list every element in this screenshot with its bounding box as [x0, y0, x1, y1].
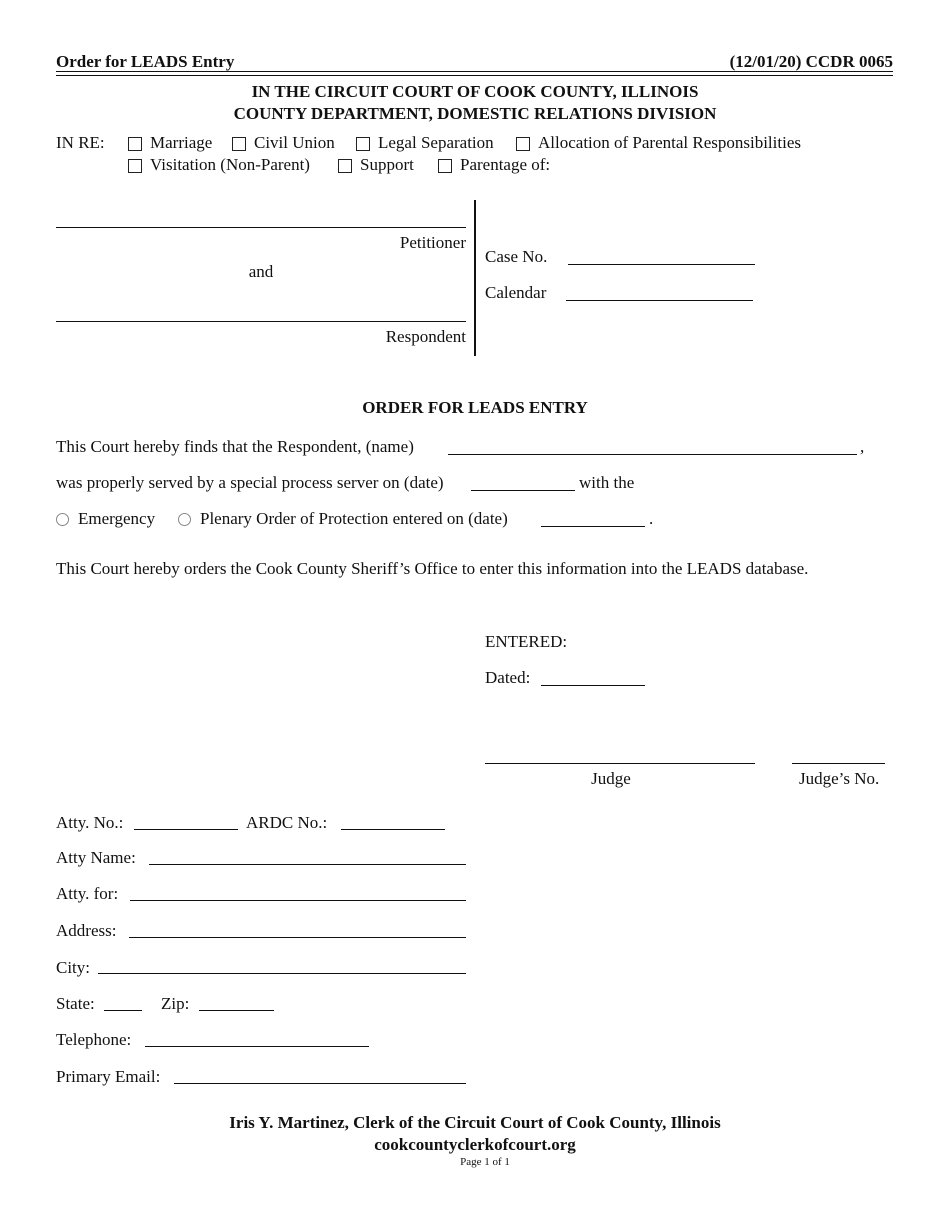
entered-label: ENTERED:: [485, 632, 568, 651]
dated-label: Dated:: [485, 668, 531, 687]
civil-union-checkbox[interactable]: [232, 137, 246, 151]
case-no-label: Case No.: [485, 247, 548, 266]
clerk-name: Iris Y. Martinez, Clerk of the Circuit Court of Cook County, Illinois: [229, 1113, 721, 1132]
judge-signature-line[interactable]: [485, 763, 755, 764]
telephone-field[interactable]: [145, 1046, 369, 1047]
support-label: Support: [360, 155, 414, 174]
atty-name-field[interactable]: [149, 864, 466, 865]
support-checkbox[interactable]: [338, 159, 352, 173]
visitation-label: Visitation (Non-Parent): [150, 155, 310, 174]
respondent-name-field[interactable]: [448, 454, 857, 455]
allocation-label: Allocation of Parental Responsibilities: [538, 133, 801, 152]
finds-comma: ,: [860, 437, 865, 456]
atty-name-label: Atty Name:: [56, 848, 136, 867]
case-no-field[interactable]: [568, 264, 755, 265]
city-field[interactable]: [98, 973, 466, 974]
visitation-checkbox[interactable]: [128, 159, 142, 173]
zip-label: Zip:: [161, 994, 190, 1013]
city-label: City:: [56, 958, 91, 977]
and-label: and: [248, 262, 274, 281]
orders-text: This Court hereby orders the Cook County Sheriff’s Office to enter this information into the LEADS database.: [56, 559, 809, 578]
caption-divider: [474, 200, 476, 356]
header-rule-2: [56, 75, 893, 76]
order-title: ORDER FOR LEADS ENTRY: [362, 398, 588, 417]
calendar-field[interactable]: [566, 300, 753, 301]
address-label: Address:: [56, 921, 117, 940]
atty-for-label: Atty. for:: [56, 884, 119, 903]
respondent-name-line[interactable]: [56, 321, 466, 322]
judge-no-field[interactable]: [792, 763, 885, 764]
clerk-website: cookcountyclerkofcourt.org: [374, 1135, 576, 1154]
ardc-no-field[interactable]: [341, 829, 445, 830]
form-title: Order for LEADS Entry: [56, 52, 235, 71]
atty-no-field[interactable]: [134, 829, 238, 830]
email-field[interactable]: [174, 1083, 466, 1084]
served-text: was properly served by a special process server on (date): [56, 473, 444, 492]
allocation-checkbox[interactable]: [516, 137, 530, 151]
calendar-label: Calendar: [485, 283, 547, 302]
petitioner-label: Petitioner: [399, 233, 466, 252]
telephone-label: Telephone:: [56, 1030, 132, 1049]
state-label: State:: [56, 994, 95, 1013]
ardc-no-label: ARDC No.:: [246, 813, 328, 832]
address-field[interactable]: [129, 937, 466, 938]
atty-for-field[interactable]: [130, 900, 466, 901]
parentage-checkbox[interactable]: [438, 159, 452, 173]
atty-no-label: Atty. No.:: [56, 813, 124, 832]
marriage-checkbox[interactable]: [128, 137, 142, 151]
served-suffix: with the: [579, 473, 635, 492]
finds-text: This Court hereby finds that the Respondent, (name): [56, 437, 414, 456]
legal-separation-checkbox[interactable]: [356, 137, 370, 151]
civil-union-label: Civil Union: [254, 133, 335, 152]
email-label: Primary Email:: [56, 1067, 161, 1086]
marriage-label: Marriage: [150, 133, 213, 152]
header-rule-1: [56, 71, 893, 72]
served-date-field[interactable]: [471, 490, 575, 491]
form-number: (12/01/20) CCDR 0065: [729, 52, 893, 71]
plenary-label: Plenary Order of Protection entered on (date): [200, 509, 508, 528]
respondent-label: Respondent: [385, 327, 466, 346]
emergency-radio[interactable]: [56, 513, 69, 526]
plenary-date-field[interactable]: [541, 526, 645, 527]
zip-field[interactable]: [199, 1010, 274, 1011]
parentage-label: Parentage of:: [460, 155, 551, 174]
court-division: COUNTY DEPARTMENT, DOMESTIC RELATIONS DIVISION: [233, 104, 717, 123]
state-field[interactable]: [104, 1010, 142, 1011]
judge-no-label: Judge’s No.: [799, 769, 880, 788]
in-re-label: IN RE:: [56, 133, 105, 152]
plenary-period: .: [649, 509, 654, 528]
page-number: Page 1 of 1: [460, 1156, 510, 1168]
plenary-radio[interactable]: [178, 513, 191, 526]
legal-separation-label: Legal Separation: [378, 133, 494, 152]
court-name: IN THE CIRCUIT COURT OF COOK COUNTY, ILLINOIS: [251, 82, 699, 101]
dated-field[interactable]: [541, 685, 645, 686]
judge-label: Judge: [591, 769, 631, 788]
emergency-label: Emergency: [78, 509, 156, 528]
petitioner-name-line[interactable]: [56, 227, 466, 228]
